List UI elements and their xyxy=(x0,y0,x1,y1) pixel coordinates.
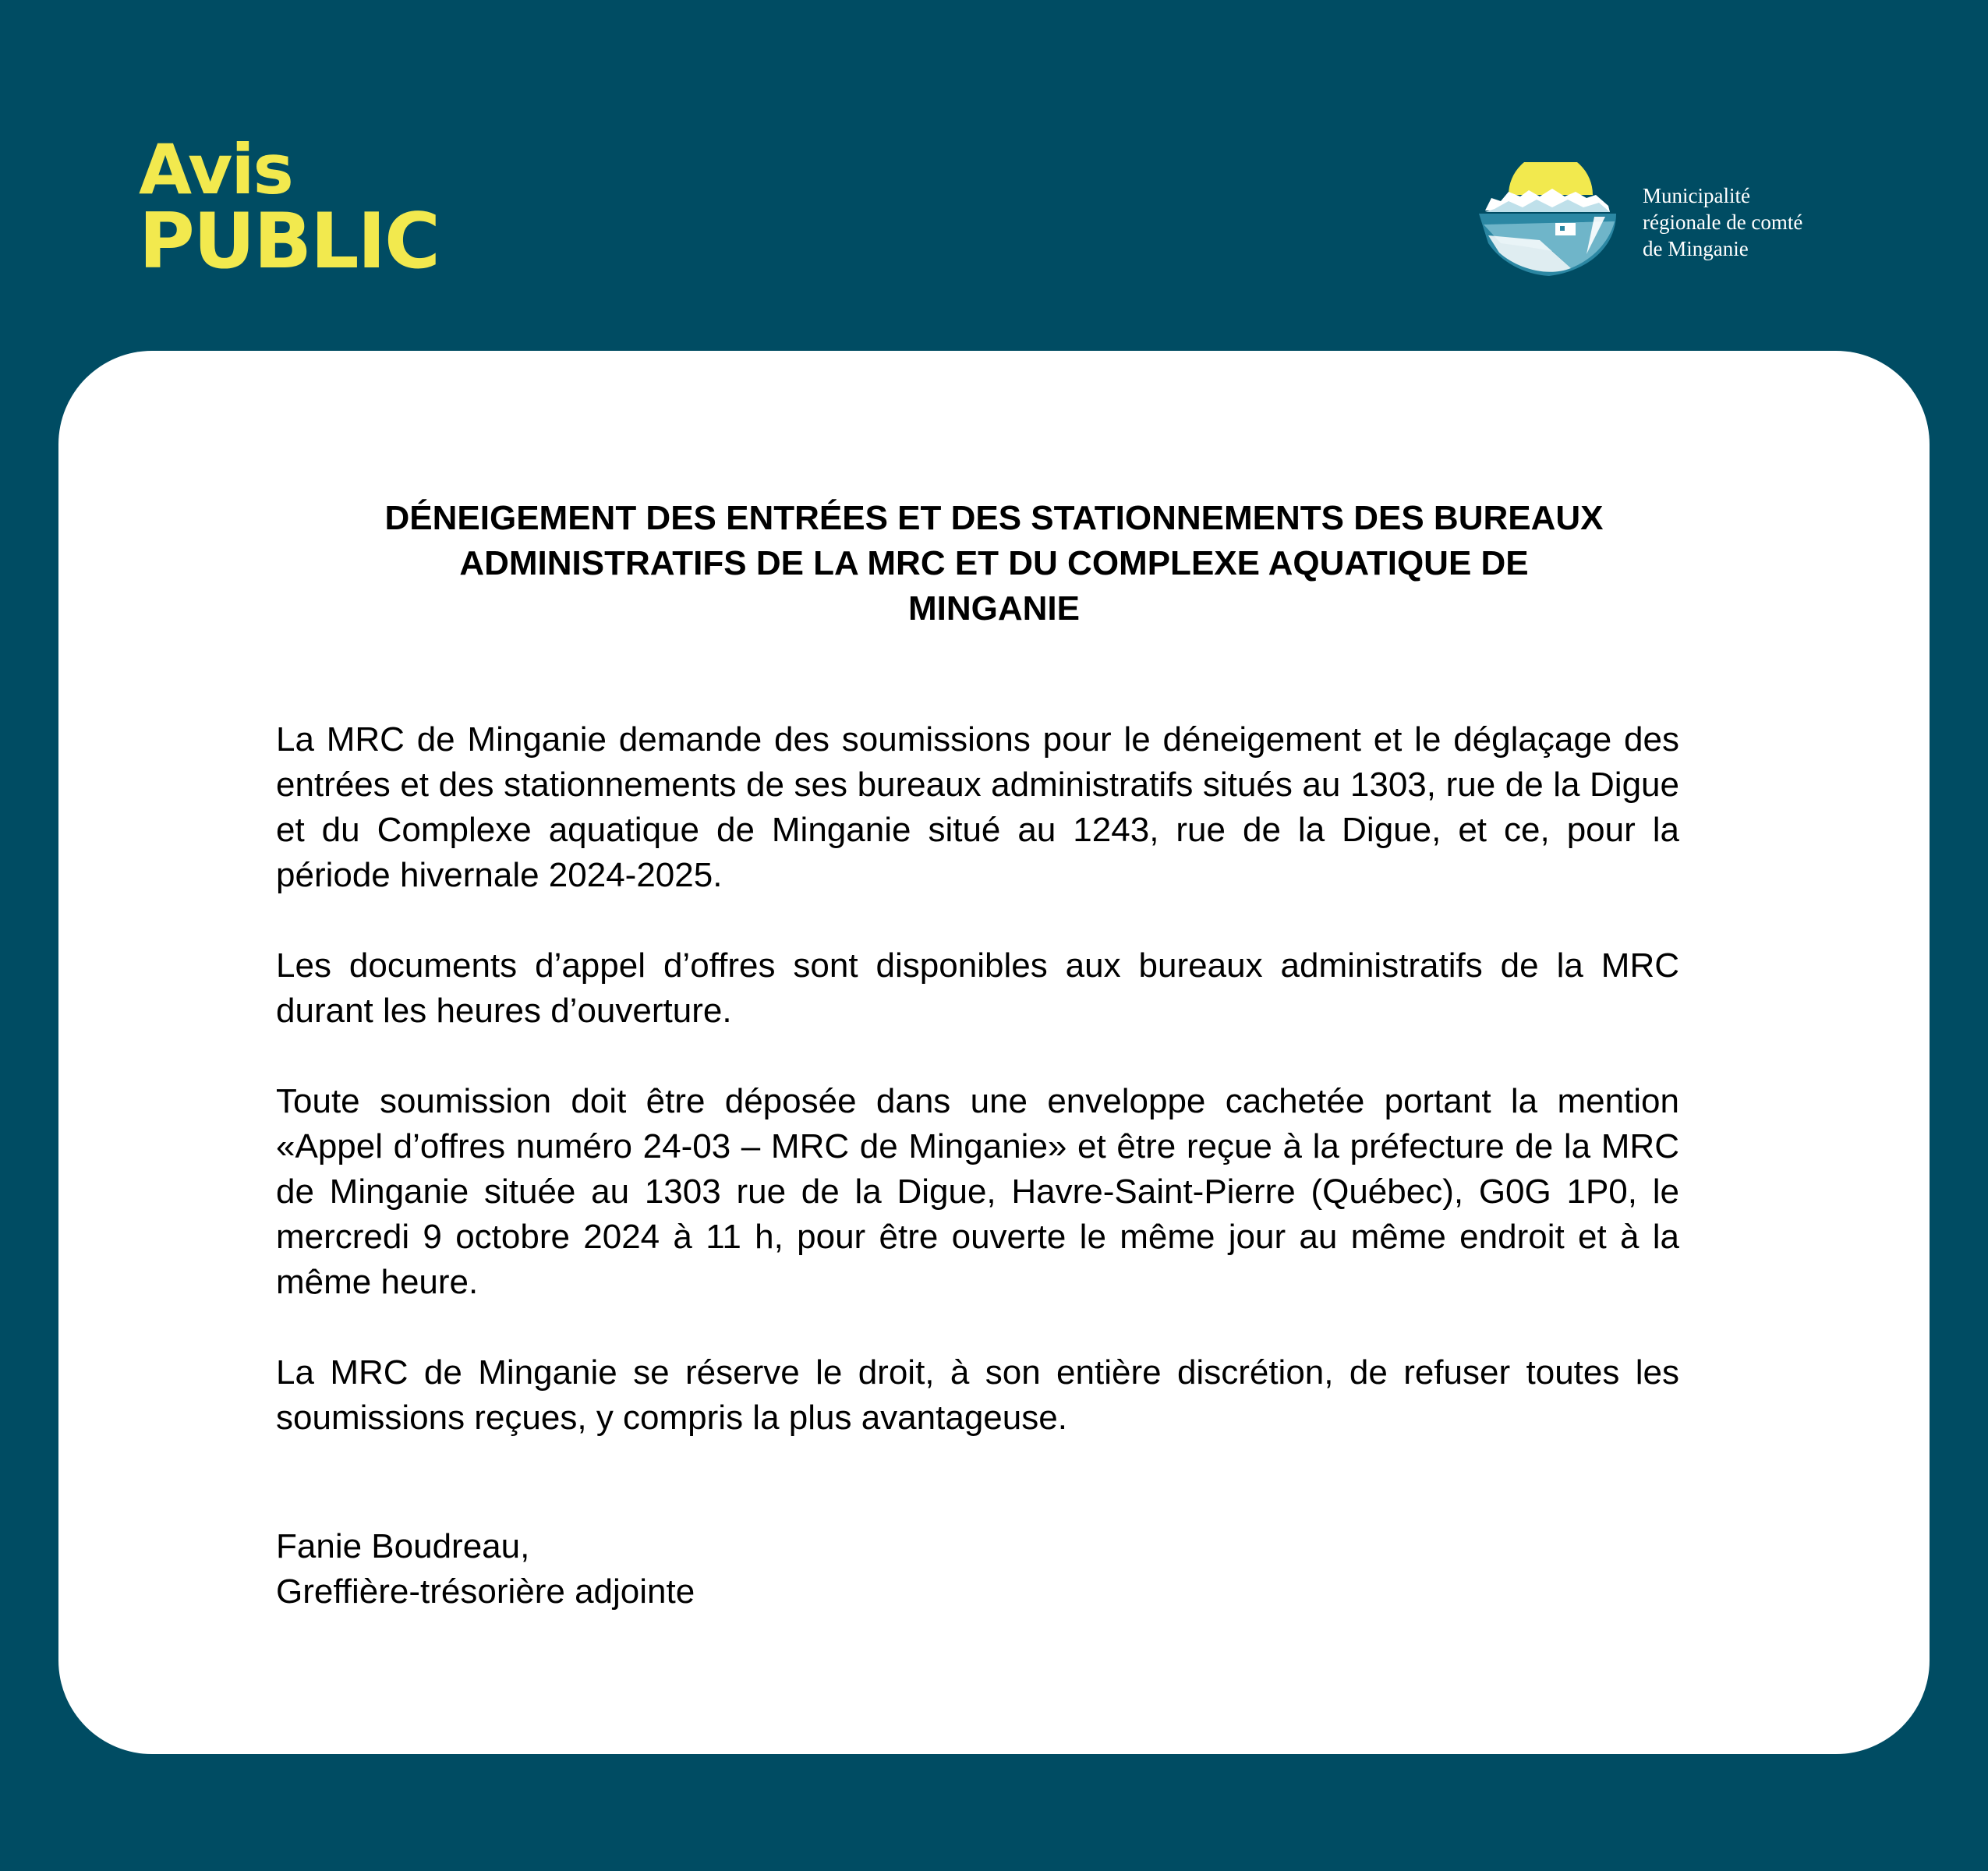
heading-avis: Avis xyxy=(139,129,292,210)
logo-line-3: de Minganie xyxy=(1643,237,1749,260)
paragraph-submission: Toute soumission doit être déposée dans une enveloppe cachetée portant la mention «Appel d’offres numéro 24-03 – MRC de Minganie» et être reçue à la préfecture de la MRC de Minganie située au 1303 rue de la Digue, Havre-Saint-Pierre (Québec), G0G 1P0, le mercredi 9 octobre 2024 à 11 h, pour être ouverte le même jour au même endroit et à la même heure. xyxy=(276,1082,1679,1301)
notice-body xyxy=(276,717,1679,1486)
notice-title xyxy=(261,496,1727,631)
logo-line-1: Municipalité xyxy=(1643,184,1750,207)
signature-role: Greffière-trésorière adjointe xyxy=(276,1572,695,1611)
signature-block xyxy=(276,1524,695,1615)
mrc-logo xyxy=(1477,162,1988,279)
paragraph-request: La MRC de Minganie demande des soumissions pour le déneigement et le déglaçage des entrées et des stationnements de ses bureaux administratifs situés au 1303, rue de la Digue et du Complexe aquatique de Minganie situé au 1243, rue de la Digue, et ce, pour la période hivernale 2024-2025. xyxy=(276,720,1679,894)
paragraph-documents: Les documents d’appel d’offres sont disponibles aux bureaux administratifs de la MRC durant les heures d’ouverture. xyxy=(276,946,1679,1030)
notice-title-line: ADMINISTRATIFS DE LA MRC ET DU COMPLEXE AQUATIQUE DE xyxy=(459,544,1529,582)
notice-heading xyxy=(139,129,439,286)
notice-title-line: MINGANIE xyxy=(908,589,1080,628)
heading-public: PUBLIC xyxy=(139,197,439,286)
paragraph-reservation: La MRC de Minganie se réserve le droit, à son entière discrétion, de refuser toutes les soumissions reçues, y compris la plus avantageuse. xyxy=(276,1353,1679,1437)
logo-line-2: régionale de comté xyxy=(1643,210,1803,234)
signature-name: Fanie Boudreau, xyxy=(276,1527,530,1565)
notice-card xyxy=(58,351,1930,1754)
logo-wordmark xyxy=(1643,182,1802,262)
mrc-emblem-icon xyxy=(1477,162,1625,279)
notice-title-line: DÉNEIGEMENT DES ENTRÉES ET DES STATIONNEMENTS DES BUREAUX xyxy=(384,499,1604,537)
